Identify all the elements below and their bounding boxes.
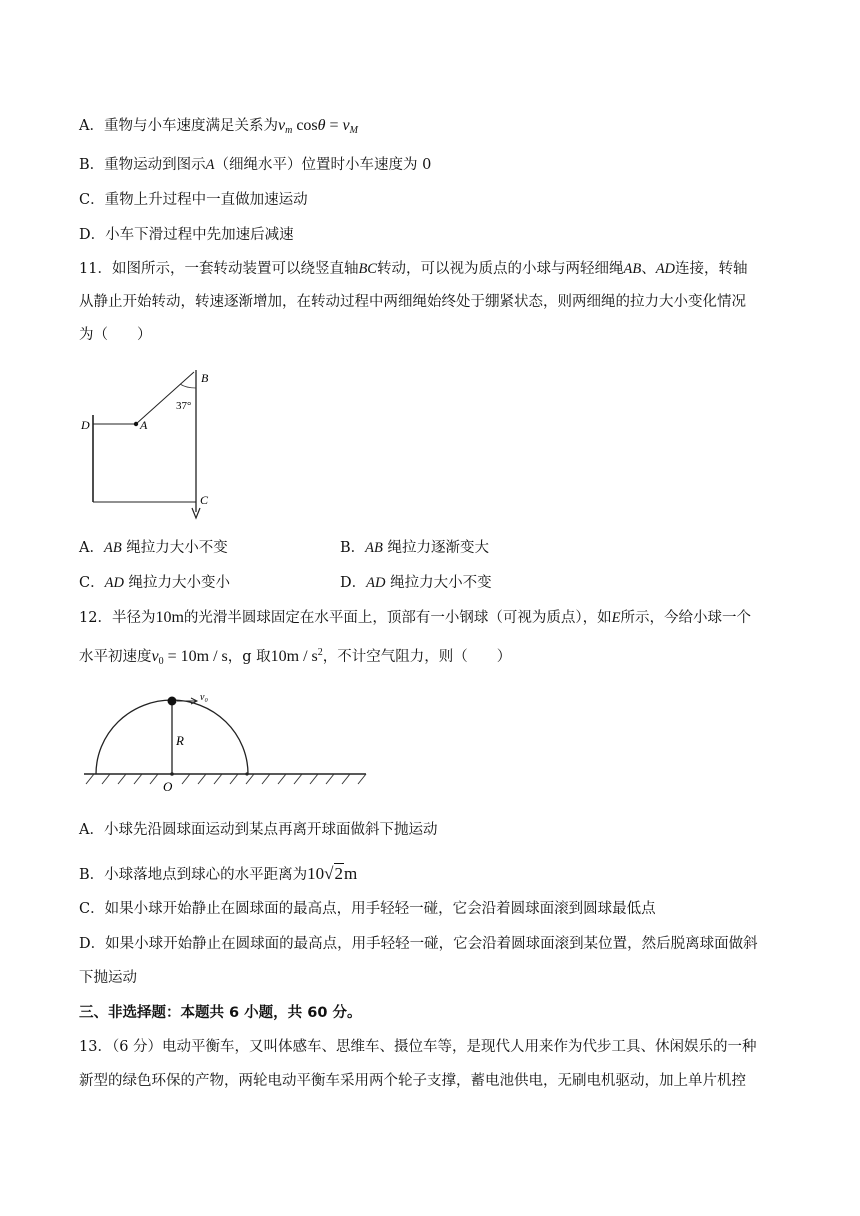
q12-option-d-line2: 下抛运动 — [79, 970, 137, 986]
q11-var-ad: AD — [655, 261, 676, 277]
q11-sep: 、 — [641, 261, 656, 277]
q13-stem-line1: 13．（6 分）电动平衡车，又叫体感车、思维车、摄位车等，是现代人用来作为代步工具、休闲娱乐的一种 — [79, 1039, 757, 1055]
q12-text-a: 12．半径为 — [79, 610, 156, 626]
q11-opt-b-var: AB — [365, 540, 383, 556]
q11-option-a — [79, 538, 228, 558]
q12-g-value: 10m / s — [270, 648, 318, 665]
q12-v-sub: 0 — [158, 656, 164, 667]
q11-opt-a-text: 绳拉力大小不变 — [121, 540, 228, 556]
q11-text-c: 连接，转轴 — [675, 261, 748, 277]
label-r: R — [176, 733, 184, 748]
q12-g-formula — [271, 648, 323, 665]
center-o — [170, 772, 174, 776]
formula-theta: θ — [317, 117, 326, 134]
q10-option-d: D．小车下滑过程中先加速后减速 — [79, 227, 294, 243]
q11-option-d — [340, 573, 492, 593]
q10-option-a — [79, 116, 358, 141]
q12-g-sup: 2 — [317, 647, 323, 658]
q11-text-b: 转动，可以视为质点的小球与两轻细绳 — [376, 261, 624, 277]
q12-v0-formula — [152, 648, 228, 665]
q12-opt-b-unit: m — [344, 864, 358, 883]
angle-arc — [180, 384, 196, 388]
edge-point — [245, 772, 248, 775]
formula-v: v — [277, 117, 286, 134]
q11-opt-d-text: 绳拉力大小不变 — [385, 575, 492, 591]
q11-opt-d-pre: D． — [340, 575, 367, 591]
q11-option-c — [79, 573, 230, 593]
steel-ball — [168, 697, 177, 706]
label-v0: v₀ — [200, 692, 208, 703]
q10-option-b-post: （细绳水平）位置时小车速度为 0 — [214, 157, 432, 173]
q12-opt-b-val: 10 — [307, 864, 325, 883]
q12-text-d: 水平初速度 — [79, 649, 152, 665]
q10-option-a-text: A．重物与小车速度满足关系为 — [79, 118, 278, 134]
q10-option-c: C．重物上升过程中一直做加速运动 — [79, 192, 308, 208]
q11-opt-c-pre: C． — [79, 575, 105, 591]
q12-opt-b-pre: B．小球落地点到球心的水平距离为 — [79, 867, 308, 883]
q10-option-b-var: A — [205, 157, 215, 173]
label-d: D — [81, 418, 90, 432]
q12-text-b: 的光滑半圆球固定在水平面上，顶部有一小钢球（可视为质点），如 — [183, 610, 612, 626]
q12-stem-line1 — [79, 608, 751, 628]
q11-stem-line3: 为（ ） — [79, 327, 152, 343]
q11-option-b — [340, 538, 489, 558]
formula-sub-M: M — [349, 125, 358, 136]
q11-opt-b-text: 绳拉力逐渐变大 — [382, 540, 489, 556]
q12-text-f: ，不计空气阻力，则（ ） — [322, 649, 512, 665]
q11-opt-d-var: AD — [366, 575, 386, 591]
q11-opt-c-var: AD — [104, 575, 124, 591]
section-3-title: 三、非选择题：本题共 6 小题，共 60 分。 — [79, 1005, 362, 1021]
q12-radius: 10m — [155, 609, 184, 626]
q12-opt-b-rad: 2 — [334, 864, 343, 883]
rope-ab — [136, 372, 194, 424]
q11-var-bc: BC — [358, 261, 377, 277]
ball-a — [134, 422, 138, 426]
q12-option-a: A．小球先沿圆球面运动到某点再离开球面做斜下抛运动 — [79, 822, 438, 838]
q11-stem-line1 — [79, 259, 748, 279]
q12-v: v — [151, 648, 159, 665]
q12-var-e: E — [611, 610, 621, 626]
label-b: B — [201, 371, 209, 385]
formula-v2: v — [342, 117, 350, 134]
q12-stem-line2 — [79, 643, 511, 672]
q12-opt-b-formula — [307, 863, 357, 883]
sqrt-icon: √ — [324, 864, 334, 883]
ground-hatch — [86, 774, 366, 784]
q11-opt-c-text: 绳拉力大小变小 — [123, 575, 231, 591]
q12-figure — [80, 688, 370, 794]
label-c: C — [200, 493, 209, 507]
q11-var-ab: AB — [623, 261, 642, 277]
q10-option-b-pre: B．重物运动到图示 — [79, 157, 206, 173]
q11-opt-b-pre: B． — [340, 540, 366, 556]
q11-stem-line2: 从静止开始转动，转速逐渐增加，在转动过程中两细绳始终处于绷紧状态，则两细绳的拉力大小变化情况 — [79, 294, 746, 310]
q13-stem-line2: 新型的绿色环保的产物，两轮电动平衡车采用两个轮子支撑，蓄电池供电，无刷电机驱动，加上单片机控 — [79, 1073, 746, 1089]
formula-sub-m: m — [285, 125, 293, 136]
q11-opt-a-var: AB — [103, 540, 122, 556]
q12-text-c: 所示，今给小球一个 — [620, 610, 752, 626]
q12-v0-value: = 10m / s — [163, 648, 228, 665]
q12-option-b — [79, 864, 357, 885]
formula-cos: cos — [296, 117, 318, 134]
label-angle: 37° — [176, 400, 192, 412]
label-o: O — [163, 779, 173, 794]
q10-option-b — [79, 155, 431, 175]
q10-formula — [278, 117, 358, 134]
q12-option-d-line1: D．如果小球开始静止在圆球面的最高点，用手轻轻一碰，它会沿着圆球面滚到某位置，然后脱离球面做斜 — [79, 936, 758, 952]
label-a: A — [140, 418, 148, 432]
formula-eq: = — [329, 117, 339, 134]
q12-option-c: C．如果小球开始静止在圆球面的最高点，用手轻轻一碰，它会沿着圆球面滚到圆球最低点 — [79, 901, 656, 917]
q11-text-a: 11．如图所示，一套转动装置可以绕竖直轴 — [79, 261, 359, 277]
q12-text-e: ，g 取 — [227, 649, 271, 665]
q11-figure — [80, 362, 220, 524]
q11-opt-a-pre: A． — [79, 540, 104, 556]
